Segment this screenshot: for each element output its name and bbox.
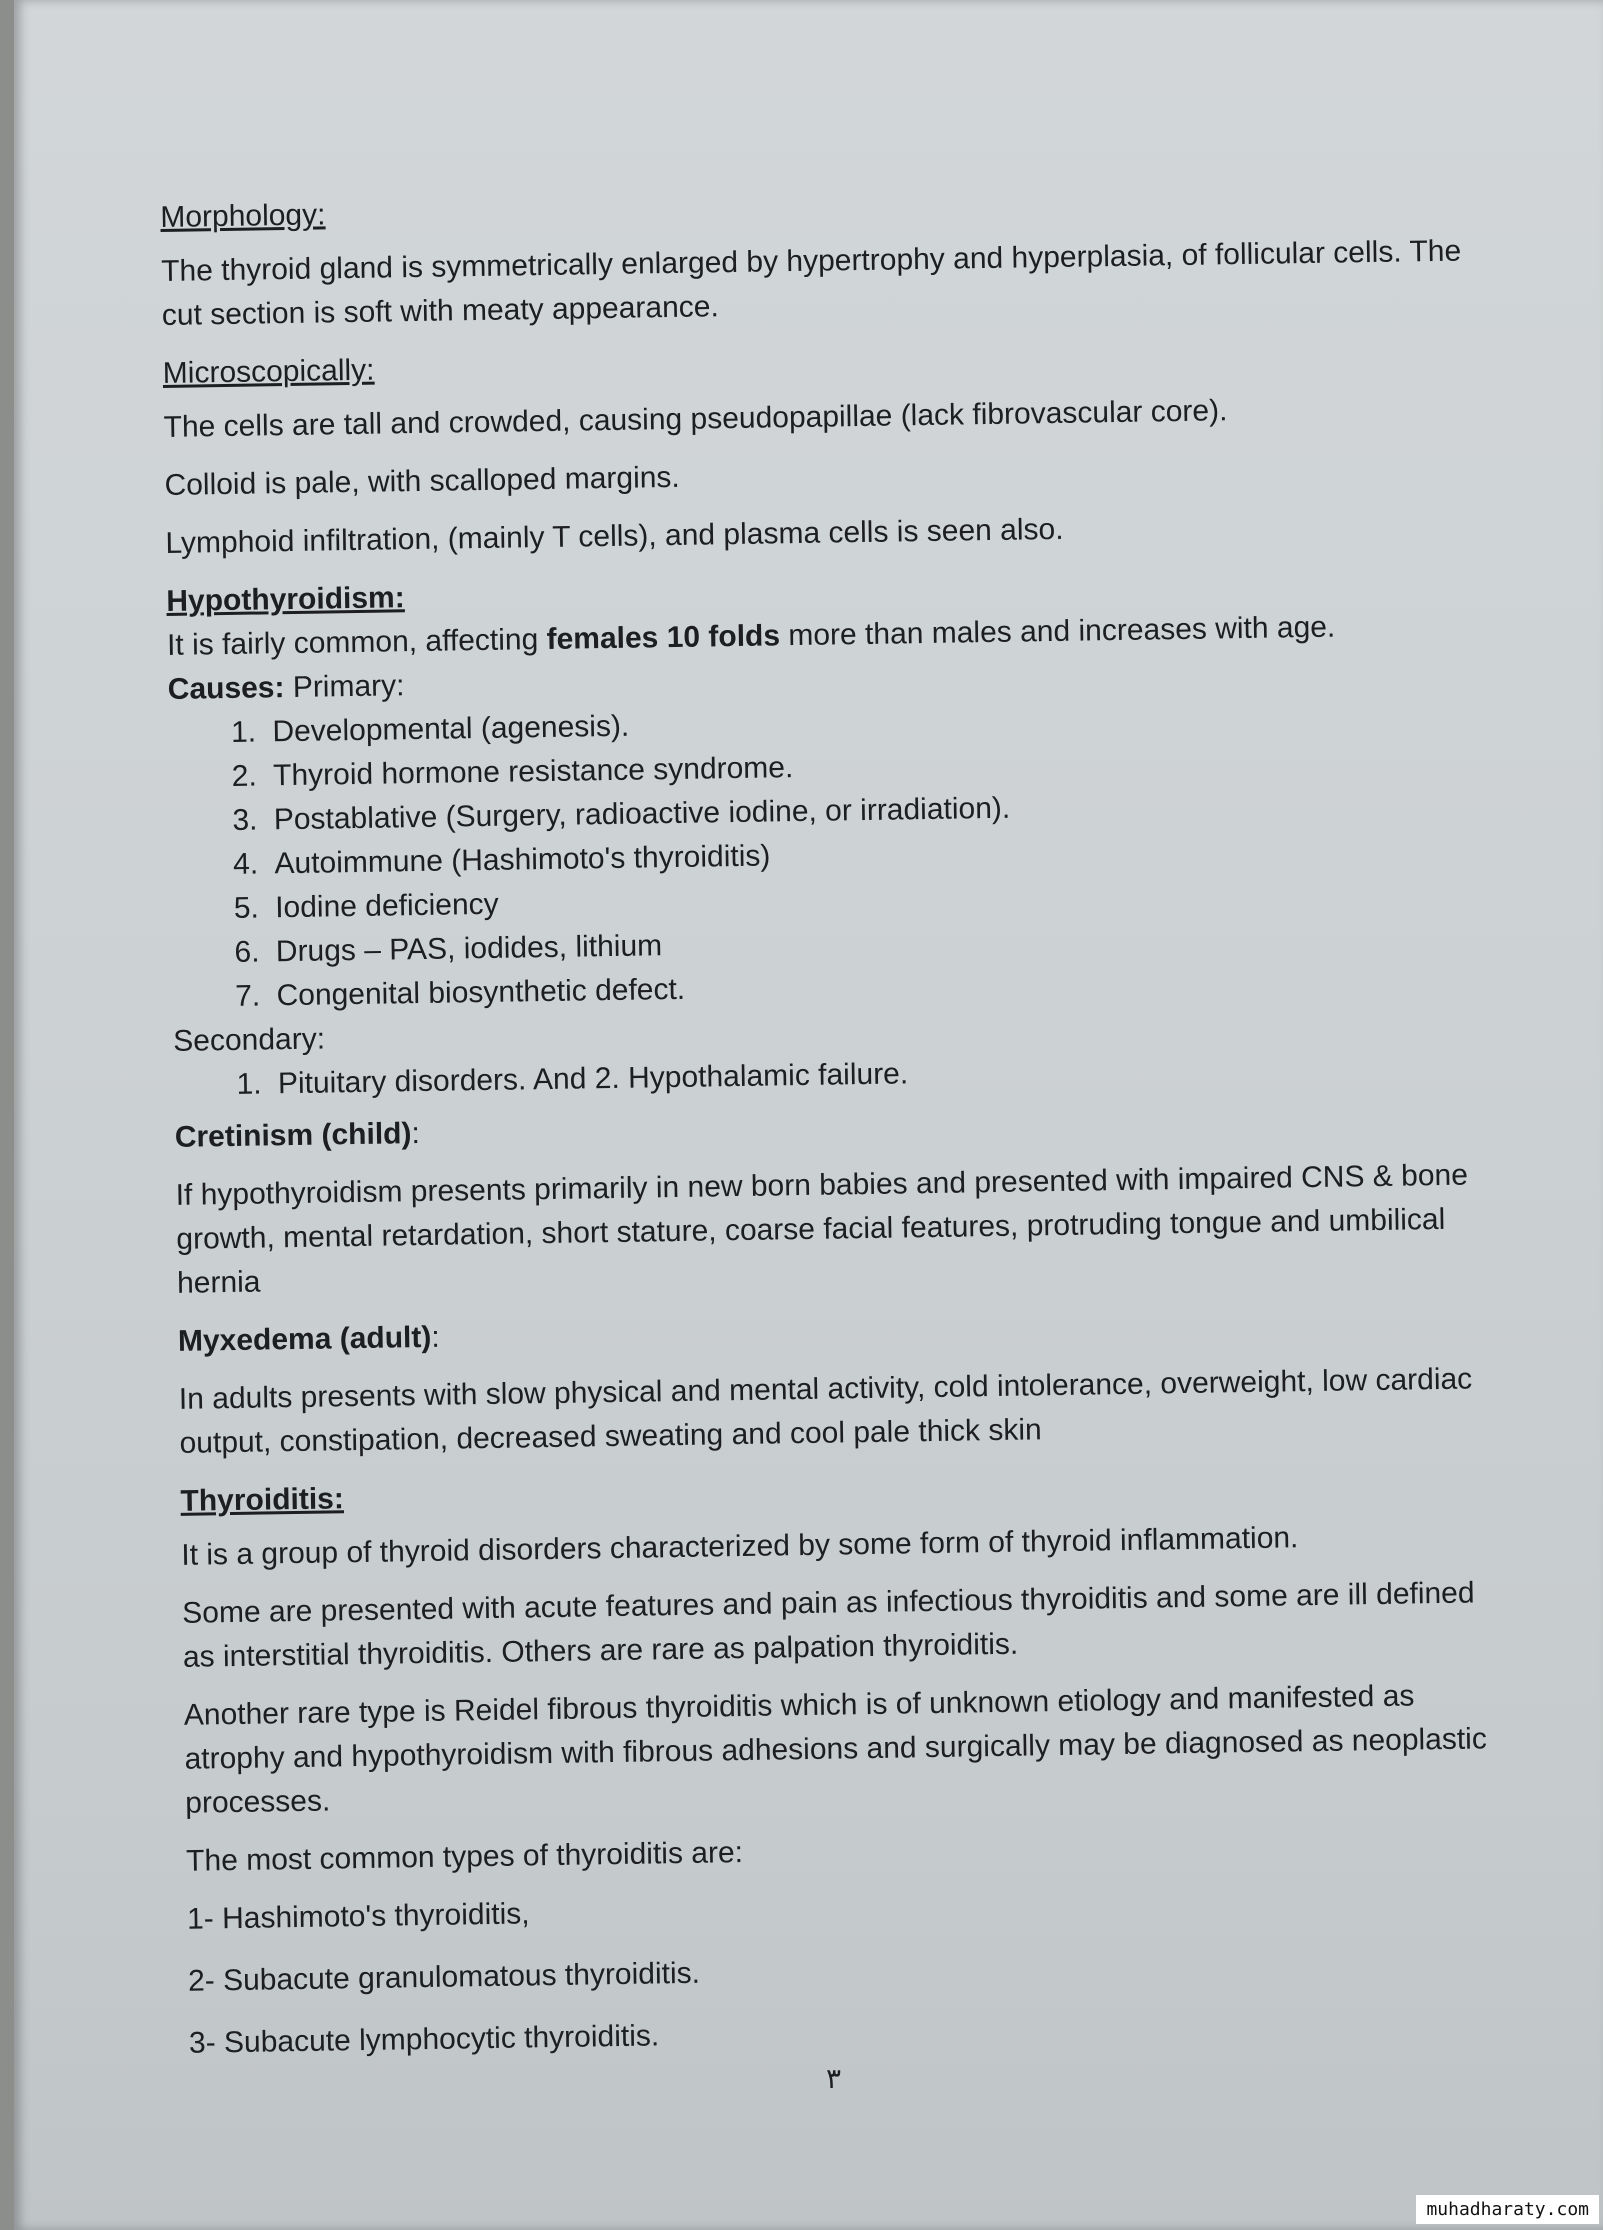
- thyroiditis-heading: Thyroiditis:: [180, 1482, 345, 1518]
- thyroiditis-types-list: [187, 1877, 1519, 2066]
- list-item: 3- Subacute lymphocytic thyroiditis.: [188, 2019, 660, 2060]
- hypothyroidism-heading: Hypothyroidism:: [166, 581, 405, 618]
- myxedema-heading: Myxedema (adult): [177, 1320, 432, 1358]
- microscopy-line-2: Colloid is pale, with scalloped margins.: [164, 460, 680, 502]
- document-page: [14, 0, 1603, 2230]
- list-item: 2- Subacute granulomatous thyroiditis.: [187, 1956, 701, 1998]
- cretinism-text: If hypothyroidism presents primarily in new born babies and presented with impaired CNS & bone growth, mental retardation, short stature, coarse facial features, protruding tongue and umbilical hernia: [175, 1158, 1469, 1300]
- intro-text-end: more than males and increases with age.: [779, 610, 1336, 653]
- list-item: 3. Postablative (Surgery, radioactive iodine, or irradiation).: [265, 779, 1500, 842]
- list-item: 1. Developmental (agenesis).: [264, 691, 1499, 754]
- myxedema-heading-line: Myxedema (adult):: [177, 1320, 440, 1358]
- cretinism-heading: Cretinism (child): [174, 1117, 412, 1154]
- intro-text: It is fairly common, affecting: [166, 622, 547, 662]
- list-item: 1- Hashimoto's thyroiditis,: [186, 1897, 530, 1936]
- cretinism-heading-line: Cretinism (child):: [174, 1117, 421, 1154]
- microscopy-line-1: The cells are tall and crowded, causing pseudopapillae (lack fibrovascular core).: [163, 394, 1228, 444]
- microscopy-line-3: Lymphoid infiltration, (mainly T cells), and plasma cells is seen also.: [165, 512, 1064, 560]
- thyroiditis-paragraph-4: The most common types of thyroiditis are:: [185, 1836, 744, 1878]
- list-item: 1. Pituitary disorders. And 2. Hypothalamic failure.: [270, 1043, 1505, 1106]
- document-content: [160, 175, 1519, 2084]
- list-item: 6. Drugs – PAS, iodides, lithium: [268, 911, 1503, 974]
- myxedema-text: In adults presents with slow physical and mental activity, cold intolerance, overweight, low cardiac output, constipation, decreased sweating and cool pale thick skin: [178, 1362, 1473, 1460]
- thyroiditis-paragraph-3: Another rare type is Reidel fibrous thyroiditis which is of unknown etiology and manifested as atrophy and hypothyroidism with fibrous adhesions and surgically may be diagnosed as neoplastic processes.: [183, 1679, 1488, 1820]
- primary-causes-list: [168, 691, 1503, 1020]
- list-item: 4. Autoimmune (Hashimoto's thyroiditis): [266, 823, 1501, 886]
- watermark: muhadharaty.com: [1416, 2195, 1599, 2224]
- secondary-label: Secondary:: [173, 1022, 326, 1058]
- morphology-text: The thyroid gland is symmetrically enlarged by hypertrophy and hyperplasia, of follicular cells. The cut section is soft with meaty appearance.: [160, 234, 1462, 332]
- intro-emphasis: females 10 folds: [546, 619, 781, 656]
- morphology-heading: Morphology:: [160, 198, 326, 234]
- microscopically-heading: Microscopically:: [162, 353, 375, 390]
- primary-label: Primary:: [284, 669, 405, 705]
- page-number: ٣: [826, 2063, 842, 2094]
- list-item: 5. Iodine deficiency: [267, 867, 1502, 930]
- thyroiditis-paragraph-1: It is a group of thyroid disorders characterized by some form of thyroid inflammation.: [181, 1521, 1299, 1572]
- thyroiditis-paragraph-2: Some are presented with acute features and pain as infectious thyroiditis and some are ill defined as interstitial thyroiditis. Others are rare as palpation thyroiditis.: [182, 1576, 1475, 1674]
- list-item: 2. Thyroid hormone resistance syndrome.: [265, 735, 1500, 798]
- list-item: 7. Congenital biosynthetic defect.: [268, 955, 1503, 1018]
- causes-label: Causes:: [167, 671, 285, 706]
